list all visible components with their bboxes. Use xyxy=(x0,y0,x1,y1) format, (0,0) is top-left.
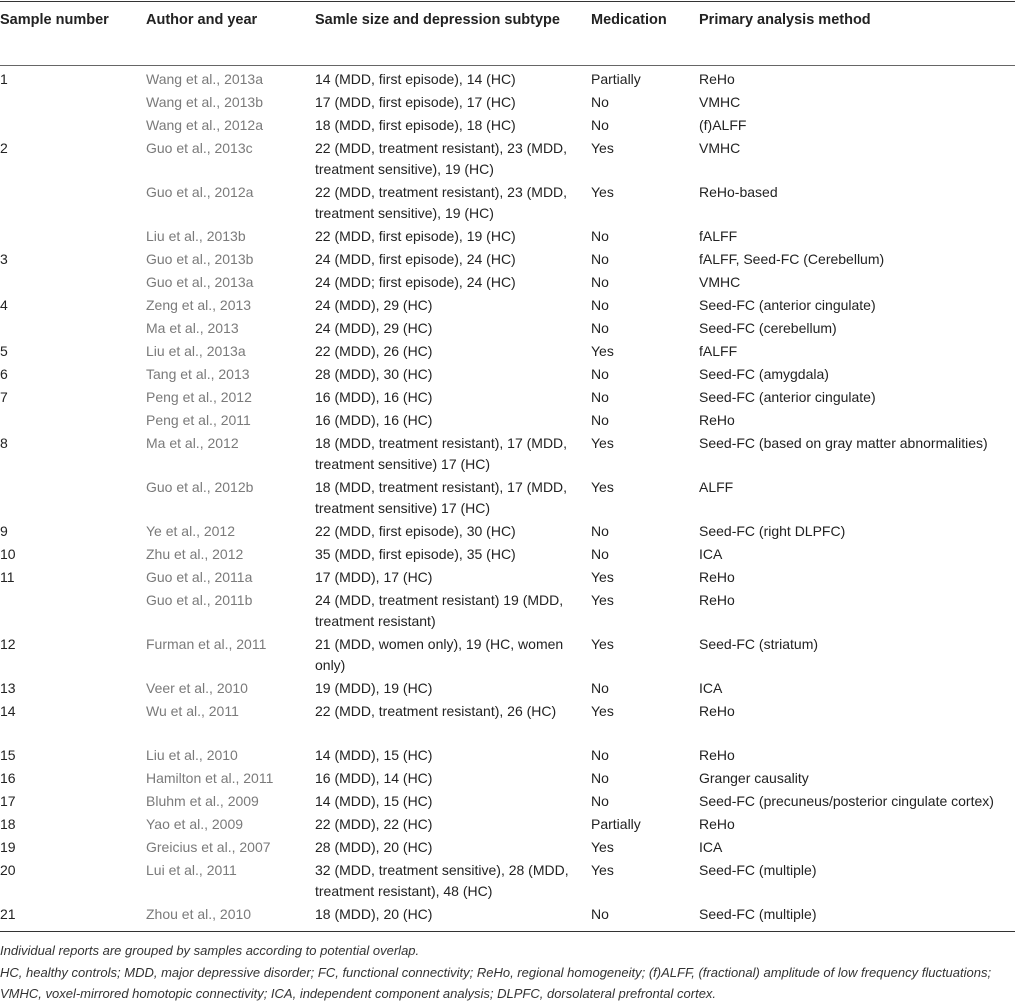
table-row xyxy=(0,835,1015,858)
cell-analysis-method: ReHo xyxy=(699,816,735,832)
table-row xyxy=(0,316,1015,339)
cell-sample-size: 16 (MDD), 16 (HC) xyxy=(315,412,433,428)
cell-medication: Yes xyxy=(591,839,614,855)
table-top-rule xyxy=(0,1,1015,2)
cell-sample-size: 24 (MDD, first episode), 24 (HC) xyxy=(315,251,516,267)
table-row xyxy=(0,743,1015,766)
cell-sample-size: 22 (MDD), 22 (HC) xyxy=(315,816,433,832)
cell-medication: No xyxy=(591,793,609,809)
cell-medication: Yes xyxy=(591,479,614,495)
cell-sample-number: 17 xyxy=(0,793,16,809)
cell-author-year: Ma et al., 2012 xyxy=(146,435,239,451)
header-rule xyxy=(0,65,1015,66)
cell-medication: No xyxy=(591,297,609,313)
cell-sample-size: 18 (MDD, first episode), 18 (HC) xyxy=(315,117,516,133)
cell-medication: No xyxy=(591,770,609,786)
table-body xyxy=(0,67,1015,925)
cell-author-year: Guo et al., 2011b xyxy=(146,592,253,608)
table-row xyxy=(0,766,1015,789)
cell-analysis-method: Seed-FC (striatum) xyxy=(699,636,819,652)
cell-analysis-method: Seed-FC (right DLPFC) xyxy=(699,523,846,539)
cell-sample-number: 9 xyxy=(0,523,8,539)
cell-author-year: Liu et al., 2010 xyxy=(146,747,238,763)
cell-analysis-method: Granger causality xyxy=(699,770,809,786)
table-row xyxy=(0,812,1015,835)
cell-medication: No xyxy=(591,320,609,336)
cell-medication: No xyxy=(591,747,609,763)
cell-analysis-method: Seed-FC (amygdala) xyxy=(699,366,829,382)
table-row xyxy=(0,90,1015,113)
cell-analysis-method: Seed-FC (based on gray matter abnormalities) xyxy=(699,435,988,451)
header-sample-number: Sample number xyxy=(0,12,109,28)
cell-medication: Yes xyxy=(591,343,614,359)
cell-sample-size: 14 (MDD, first episode), 14 (HC) xyxy=(315,71,516,87)
cell-sample-number: 13 xyxy=(0,680,16,696)
cell-sample-number: 1 xyxy=(0,71,8,87)
table-row xyxy=(0,475,1015,519)
cell-author-year: Guo et al., 2013b xyxy=(146,251,254,267)
cell-author-year: Furman et al., 2011 xyxy=(146,636,267,652)
cell-sample-number: 7 xyxy=(0,389,8,405)
table-row xyxy=(0,519,1015,542)
cell-sample-size: 22 (MDD, treatment resistant), 23 (MDD, treatment sensitive), 19 (HC) xyxy=(315,140,568,177)
table-row xyxy=(0,270,1015,293)
cell-sample-number: 16 xyxy=(0,770,16,786)
cell-author-year: Liu et al., 2013b xyxy=(146,228,246,244)
cell-medication: Yes xyxy=(591,636,614,652)
table-row xyxy=(0,362,1015,385)
cell-sample-size: 22 (MDD, first episode), 19 (HC) xyxy=(315,228,516,244)
cell-medication: No xyxy=(591,412,609,428)
cell-sample-size: 14 (MDD), 15 (HC) xyxy=(315,793,433,809)
cell-sample-size: 28 (MDD), 20 (HC) xyxy=(315,839,433,855)
cell-author-year: Ma et al., 2013 xyxy=(146,320,239,336)
cell-medication: Yes xyxy=(591,140,614,156)
cell-medication: No xyxy=(591,366,609,382)
cell-author-year: Lui et al., 2011 xyxy=(146,862,237,878)
cell-medication: No xyxy=(591,523,609,539)
table-row xyxy=(0,385,1015,408)
cell-analysis-method: ReHo xyxy=(699,412,735,428)
cell-sample-number: 12 xyxy=(0,636,16,652)
cell-analysis-method: Seed-FC (anterior cingulate) xyxy=(699,389,876,405)
table-row xyxy=(0,67,1015,90)
table-row xyxy=(0,858,1015,902)
cell-analysis-method: fALFF xyxy=(699,228,738,244)
cell-sample-size: 16 (MDD), 16 (HC) xyxy=(315,389,433,405)
cell-author-year: Greicius et al., 2007 xyxy=(146,839,271,855)
cell-analysis-method: VMHC xyxy=(699,274,741,290)
cell-analysis-method: fALFF, Seed-FC (Cerebellum) xyxy=(699,251,885,267)
table-row xyxy=(0,565,1015,588)
table-row xyxy=(0,699,1015,743)
header-sample-size: Samle size and depression subtype xyxy=(315,12,560,28)
cell-analysis-method: ReHo xyxy=(699,703,735,719)
cell-sample-number: 2 xyxy=(0,140,8,156)
cell-sample-number: 20 xyxy=(0,862,16,878)
table-row xyxy=(0,247,1015,270)
cell-author-year: Wu et al., 2011 xyxy=(146,703,239,719)
cell-analysis-method: Seed-FC (precuneus/posterior cingulate cortex) xyxy=(699,793,994,809)
cell-analysis-method: ReHo-based xyxy=(699,184,778,200)
table-row xyxy=(0,588,1015,632)
cell-analysis-method: fALFF xyxy=(699,343,738,359)
cell-medication: No xyxy=(591,274,609,290)
cell-analysis-method: (f)ALFF xyxy=(699,117,747,133)
cell-analysis-method: Seed-FC (cerebellum) xyxy=(699,320,837,336)
cell-author-year: Wang et al., 2012a xyxy=(146,117,264,133)
cell-medication: Yes xyxy=(591,184,614,200)
table-row xyxy=(0,180,1015,224)
footnote-abbreviations: HC, healthy controls; MDD, major depressive disorder; FC, functional connectivity; ReHo, regional homogeneity; (f)ALFF, (fractional) amplitude of low frequency fluctuations; VMHC, voxel-mirrored homotopic connectivity; ICA, independent component analysis; DLPFC, dorsolateral prefrontal cortex. xyxy=(0,965,992,1001)
cell-sample-number: 6 xyxy=(0,366,8,382)
cell-sample-size: 22 (MDD, treatment resistant), 26 (HC) xyxy=(315,703,557,719)
cell-author-year: Tang et al., 2013 xyxy=(146,366,250,382)
table-row xyxy=(0,789,1015,812)
cell-analysis-method: ReHo xyxy=(699,592,735,608)
cell-sample-size: 35 (MDD, first episode), 35 (HC) xyxy=(315,546,516,562)
cell-sample-size: 22 (MDD, treatment resistant), 23 (MDD, treatment sensitive), 19 (HC) xyxy=(315,184,568,221)
cell-medication: No xyxy=(591,906,609,922)
cell-analysis-method: VMHC xyxy=(699,94,741,110)
cell-sample-number: 15 xyxy=(0,747,16,763)
cell-sample-number: 8 xyxy=(0,435,8,451)
footnote-grouping: Individual reports are grouped by samples according to potential overlap. xyxy=(0,943,420,958)
cell-medication: Yes xyxy=(591,435,614,451)
cell-sample-number: 4 xyxy=(0,297,8,313)
cell-medication: No xyxy=(591,251,609,267)
cell-sample-size: 17 (MDD), 17 (HC) xyxy=(315,569,433,585)
header-analysis-method: Primary analysis method xyxy=(699,12,871,28)
cell-author-year: Zhou et al., 2010 xyxy=(146,906,252,922)
cell-author-year: Peng et al., 2012 xyxy=(146,389,252,405)
cell-medication: Yes xyxy=(591,569,614,585)
table-row xyxy=(0,542,1015,565)
cell-author-year: Guo et al., 2011a xyxy=(146,569,253,585)
table-row xyxy=(0,632,1015,676)
cell-sample-size: 14 (MDD), 15 (HC) xyxy=(315,747,433,763)
cell-author-year: Guo et al., 2012b xyxy=(146,479,254,495)
cell-sample-size: 22 (MDD), 26 (HC) xyxy=(315,343,433,359)
cell-sample-number: 10 xyxy=(0,546,16,562)
cell-analysis-method: VMHC xyxy=(699,140,741,156)
cell-author-year: Peng et al., 2011 xyxy=(146,412,251,428)
cell-sample-size: 24 (MDD), 29 (HC) xyxy=(315,297,433,313)
cell-sample-size: 32 (MDD, treatment sensitive), 28 (MDD, treatment resistant), 48 (HC) xyxy=(315,862,569,899)
cell-analysis-method: Seed-FC (multiple) xyxy=(699,862,817,878)
cell-author-year: Wang et al., 2013b xyxy=(146,94,264,110)
cell-sample-number: 18 xyxy=(0,816,16,832)
cell-analysis-method: ICA xyxy=(699,839,723,855)
cell-author-year: Zhu et al., 2012 xyxy=(146,546,244,562)
cell-author-year: Wang et al., 2013a xyxy=(146,71,264,87)
cell-sample-number: 19 xyxy=(0,839,16,855)
cell-sample-number: 5 xyxy=(0,343,8,359)
table-bottom-rule xyxy=(0,931,1015,932)
cell-analysis-method: ICA xyxy=(699,546,723,562)
cell-analysis-method: ReHo xyxy=(699,747,735,763)
table-row xyxy=(0,408,1015,431)
table-row xyxy=(0,339,1015,362)
cell-sample-size: 24 (MDD), 29 (HC) xyxy=(315,320,433,336)
cell-author-year: Zeng et al., 2013 xyxy=(146,297,252,313)
table-row xyxy=(0,113,1015,136)
cell-sample-size: 24 (MDD; first episode), 24 (HC) xyxy=(315,274,516,290)
table-row xyxy=(0,676,1015,699)
table-row xyxy=(0,902,1015,925)
cell-sample-size: 17 (MDD, first episode), 17 (HC) xyxy=(315,94,516,110)
cell-author-year: Guo et al., 2013a xyxy=(146,274,254,290)
cell-sample-size: 18 (MDD, treatment resistant), 17 (MDD, treatment sensitive) 17 (HC) xyxy=(315,435,568,472)
cell-medication: No xyxy=(591,94,609,110)
cell-analysis-method: Seed-FC (anterior cingulate) xyxy=(699,297,876,313)
table-row xyxy=(0,431,1015,475)
table-row xyxy=(0,293,1015,316)
cell-sample-number: 14 xyxy=(0,703,16,719)
cell-author-year: Liu et al., 2013a xyxy=(146,343,246,359)
cell-medication: No xyxy=(591,228,609,244)
cell-sample-size: 18 (MDD), 20 (HC) xyxy=(315,906,433,922)
cell-analysis-method: ALFF xyxy=(699,479,734,495)
cell-medication: Partially xyxy=(591,71,641,87)
cell-medication: No xyxy=(591,117,609,133)
cell-sample-number: 3 xyxy=(0,251,8,267)
cell-author-year: Bluhm et al., 2009 xyxy=(146,793,259,809)
table-row xyxy=(0,224,1015,247)
cell-author-year: Guo et al., 2013c xyxy=(146,140,253,156)
cell-sample-size: 21 (MDD, women only), 19 (HC, women only) xyxy=(315,636,564,673)
cell-medication: No xyxy=(591,389,609,405)
cell-sample-size: 18 (MDD, treatment resistant), 17 (MDD, treatment sensitive) 17 (HC) xyxy=(315,479,568,516)
cell-author-year: Ye et al., 2012 xyxy=(146,523,236,539)
cell-sample-size: 22 (MDD, first episode), 30 (HC) xyxy=(315,523,516,539)
header-author-year: Author and year xyxy=(146,12,258,28)
cell-sample-size: 16 (MDD), 14 (HC) xyxy=(315,770,433,786)
cell-medication: Yes xyxy=(591,862,614,878)
cell-medication: Yes xyxy=(591,592,614,608)
cell-sample-size: 19 (MDD), 19 (HC) xyxy=(315,680,433,696)
cell-sample-number: 11 xyxy=(0,569,15,585)
cell-sample-number: 21 xyxy=(0,906,16,922)
cell-medication: Partially xyxy=(591,816,641,832)
cell-author-year: Hamilton et al., 2011 xyxy=(146,770,274,786)
cell-medication: No xyxy=(591,546,609,562)
cell-analysis-method: ReHo xyxy=(699,71,735,87)
cell-sample-size: 28 (MDD), 30 (HC) xyxy=(315,366,433,382)
cell-sample-size: 24 (MDD, treatment resistant) 19 (MDD, treatment resistant) xyxy=(315,592,564,629)
table-row xyxy=(0,136,1015,180)
cell-analysis-method: Seed-FC (multiple) xyxy=(699,906,817,922)
cell-analysis-method: ReHo xyxy=(699,569,735,585)
cell-medication: Yes xyxy=(591,703,614,719)
cell-author-year: Guo et al., 2012a xyxy=(146,184,254,200)
header-medication: Medication xyxy=(591,12,667,28)
cell-author-year: Veer et al., 2010 xyxy=(146,680,248,696)
cell-analysis-method: ICA xyxy=(699,680,723,696)
cell-author-year: Yao et al., 2009 xyxy=(146,816,244,832)
cell-medication: No xyxy=(591,680,609,696)
table-footnotes xyxy=(0,940,1015,1004)
